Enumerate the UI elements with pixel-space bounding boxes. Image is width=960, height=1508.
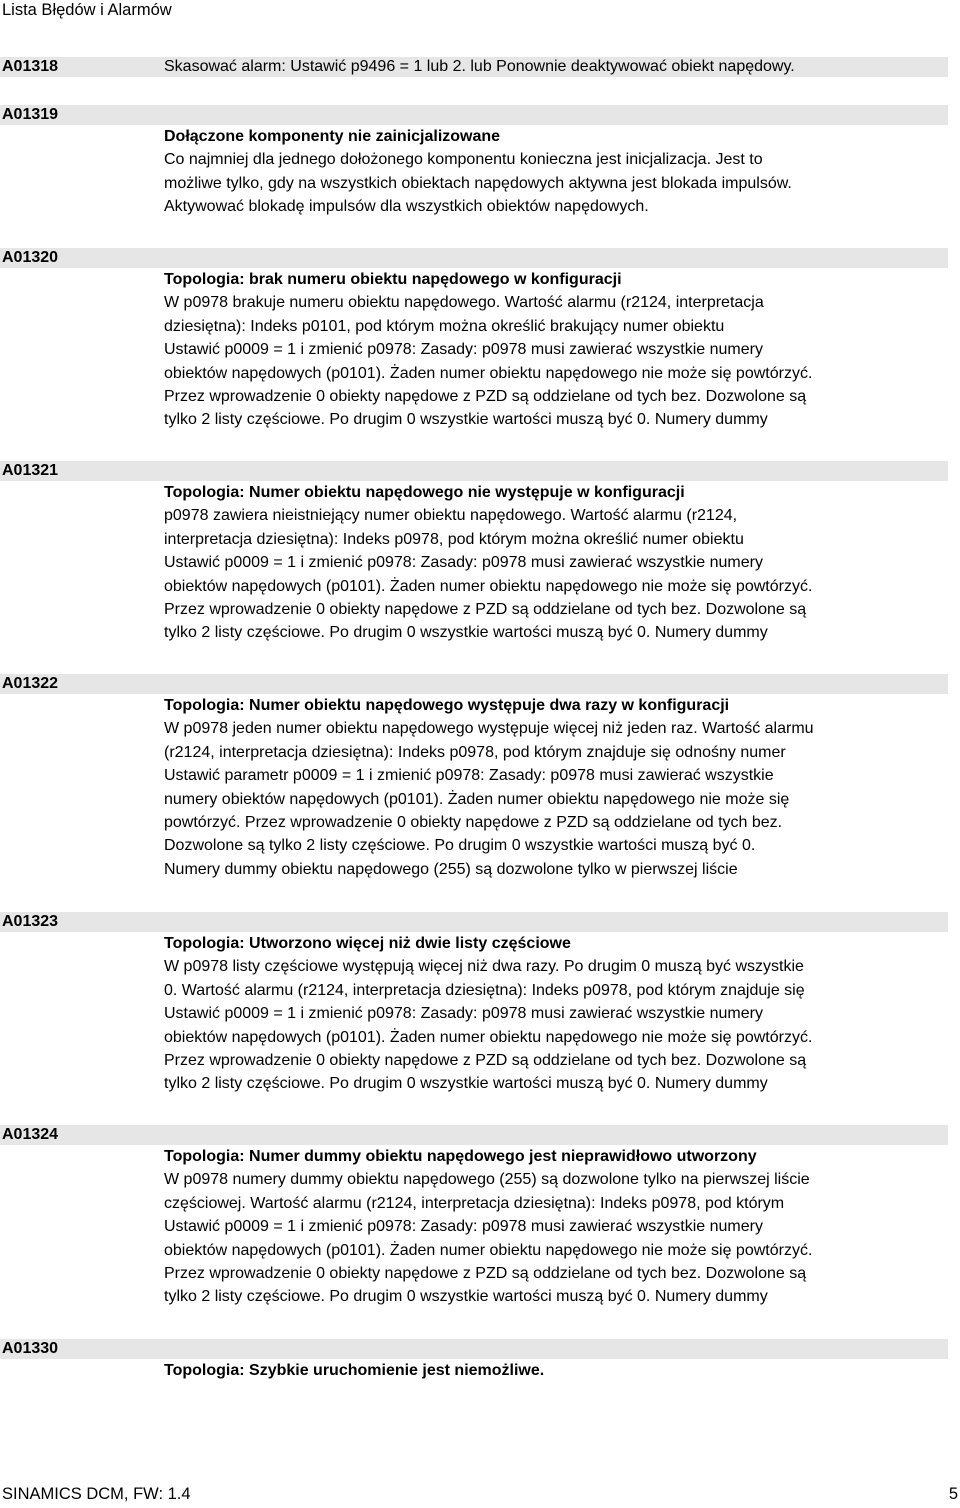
alarm-code: A01318 — [2, 58, 59, 75]
alarm-title: Topologia: Utworzono więcej niż dwie listy częściowe — [164, 935, 571, 952]
alarm-text-line: Numery dummy obiektu napędowego (255) są dozwolone tylko w pierwszej liście — [164, 860, 738, 878]
alarm-text-line: Przez wprowadzenie 0 obiekty napędowe z PZD są oddzielane od tych bez. Dozwolone są — [164, 1264, 807, 1282]
alarm-text-line: Ustawić p0009 = 1 i zmienić p0978: Zasady: p0978 musi zawierać wszystkie numery — [164, 554, 763, 572]
footer-product: SINAMICS DCM, FW: 1.4 — [2, 1485, 191, 1503]
alarm-code: A01320 — [2, 249, 59, 266]
alarm-text-line: obiektów napędowych (p0101). Żaden numer obiektu napędowego nie może się powtórzyć. — [164, 1028, 813, 1046]
alarm-text-line: Przez wprowadzenie 0 obiekty napędowe z PZD są oddzielane od tych bez. Dozwolone są — [164, 1051, 807, 1069]
page-header-title: Lista Błędów i Alarmów — [2, 1, 172, 19]
alarm-entry-band — [0, 461, 948, 481]
alarm-text-line: Ustawić p0009 = 1 i zmienić p0978: Zasady: p0978 musi zawierać wszystkie numery — [164, 1218, 763, 1236]
alarm-text-line: W p0978 jeden numer obiektu napędowego występuje więcej niż jeden raz. Wartość alarmu — [164, 720, 814, 738]
alarm-text-line: W p0978 numery dummy obiektu napędowego (255) są dozwolone tylko na pierwszej liście — [164, 1171, 810, 1189]
alarm-title: Topologia: Numer obiektu napędowego występuje dwa razy w konfiguracji — [164, 697, 730, 714]
alarm-description — [164, 55, 954, 78]
alarm-description — [164, 1145, 954, 1309]
alarm-text-line: tylko 2 listy częściowe. Po drugim 0 wszystkie wartości muszą być 0. Numery dummy — [164, 1075, 768, 1093]
alarm-description — [164, 481, 954, 645]
alarm-text-line: 0. Wartość alarmu (r2124, interpretacja dziesiętna): Indeks p0978, pod którym znajduje się — [164, 981, 805, 999]
alarm-text-line: Dozwolone są tylko 2 listy częściowe. Po drugim 0 wszystkie wartości muszą być 0. — [164, 837, 756, 855]
alarm-text-line: p0978 zawiera nieistniejący numer obiektu napędowego. Wartość alarmu (r2124, — [164, 507, 738, 525]
alarm-text-line: Ustawić p0009 = 1 i zmienić p0978: Zasady: p0978 musi zawierać wszystkie numery — [164, 1005, 763, 1023]
alarm-text-line: interpretacja dziesiętna): Indeks p0978, pod którym można określić numer obiektu — [164, 530, 744, 548]
alarm-text-line: tylko 2 listy częściowe. Po drugim 0 wszystkie wartości muszą być 0. Numery dummy — [164, 1288, 768, 1306]
alarm-text-line: Ustawić parametr p0009 = 1 i zmienić p0978: Zasady: p0978 musi zawierać wszystkie — [164, 767, 774, 785]
alarm-code: A01330 — [2, 1340, 59, 1357]
alarm-entry-band — [0, 1125, 948, 1145]
alarm-entry-band — [0, 912, 948, 932]
alarm-title: Topologia: Numer dummy obiektu napędowego jest nieprawidłowo utworzony — [164, 1148, 757, 1165]
alarm-entry-band — [0, 105, 948, 125]
alarm-text-line: częściowej. Wartość alarmu (r2124, interpretacja dziesiętna): Indeks p0978, pod którym — [164, 1194, 785, 1212]
alarm-code: A01321 — [2, 462, 59, 479]
alarm-description — [164, 1359, 954, 1382]
alarm-text-line: W p0978 brakuje numeru obiektu napędowego. Wartość alarmu (r2124, interpretacja — [164, 294, 764, 312]
alarm-text-line: możliwe tylko, gdy na wszystkich obiektach napędowych aktywna jest blokada impulsów. — [164, 174, 792, 192]
alarm-description — [164, 125, 954, 219]
alarm-title: Topologia: Numer obiektu napędowego nie występuje w konfiguracji — [164, 484, 685, 501]
alarm-text-line: Aktywować blokadę impulsów dla wszystkich obiektów napędowych. — [164, 198, 649, 216]
alarm-text-line: obiektów napędowych (p0101). Żaden numer obiektu napędowego nie może się powtórzyć. — [164, 577, 813, 595]
alarm-text-line: tylko 2 listy częściowe. Po drugim 0 wszystkie wartości muszą być 0. Numery dummy — [164, 411, 768, 429]
alarm-text-line: obiektów napędowych (p0101). Żaden numer obiektu napędowego nie może się powtórzyć. — [164, 364, 813, 382]
alarm-text-line: Ustawić p0009 = 1 i zmienić p0978: Zasady: p0978 musi zawierać wszystkie numery — [164, 341, 763, 359]
alarm-text-line: (r2124, interpretacja dziesiętna): Indeks p0978, pod którym znajduje się odnośny numer — [164, 743, 786, 761]
alarm-entry-band — [0, 1339, 948, 1359]
alarm-entry-band — [0, 674, 948, 694]
alarm-description — [164, 268, 954, 432]
alarm-code: A01322 — [2, 675, 59, 692]
footer-page-number: 5 — [948, 1485, 958, 1503]
alarm-text-line: powtórzyć. Przez wprowadzenie 0 obiekty napędowe z PZD są oddzielane od tych bez. — [164, 813, 783, 831]
alarm-text-line: Przez wprowadzenie 0 obiekty napędowe z PZD są oddzielane od tych bez. Dozwolone są — [164, 387, 807, 405]
alarm-title: Dołączone komponenty nie zainicjalizowane — [164, 128, 501, 145]
alarm-text-line: W p0978 listy częściowe występują więcej niż dwa razy. Po drugim 0 muszą być wszystkie — [164, 958, 804, 976]
alarm-text-line: Przez wprowadzenie 0 obiekty napędowe z PZD są oddzielane od tych bez. Dozwolone są — [164, 600, 807, 618]
alarm-code: A01319 — [2, 106, 59, 123]
alarm-text-line: numery obiektów napędowych (p0101). Żaden numer obiektu napędowego nie może się — [164, 790, 790, 808]
alarm-text-line: Skasować alarm: Ustawić p9496 = 1 lub 2. lub Ponownie deaktywować obiekt napędowy. — [164, 58, 795, 75]
alarm-entry-band — [0, 248, 948, 268]
alarm-code: A01323 — [2, 913, 59, 930]
alarm-text-line: Co najmniej dla jednego dołożonego komponentu konieczna jest inicjalizacja. Jest to — [164, 151, 763, 169]
alarm-text-line: dziesiętna): Indeks p0101, pod którym można określić brakujący numer obiektu — [164, 317, 725, 335]
alarm-title: Topologia: Szybkie uruchomienie jest niemożliwe. — [164, 1362, 545, 1379]
alarm-description — [164, 694, 954, 881]
alarm-text-line: obiektów napędowych (p0101). Żaden numer obiektu napędowego nie może się powtórzyć. — [164, 1241, 813, 1259]
alarm-title: Topologia: brak numeru obiektu napędowego w konfiguracji — [164, 271, 622, 288]
alarm-description — [164, 932, 954, 1096]
alarm-code: A01324 — [2, 1126, 59, 1143]
alarm-text-line: tylko 2 listy częściowe. Po drugim 0 wszystkie wartości muszą być 0. Numery dummy — [164, 624, 768, 642]
